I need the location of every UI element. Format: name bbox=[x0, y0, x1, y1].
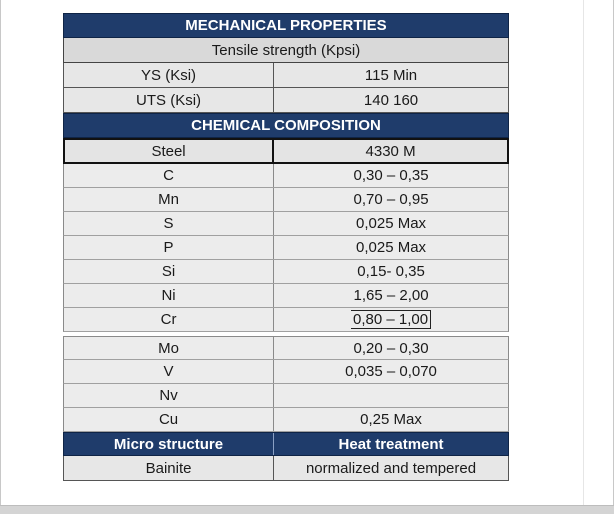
table-row[interactable] bbox=[63, 336, 509, 360]
ys-label: YS (Ksi) bbox=[64, 63, 274, 87]
chemical-composition-title: CHEMICAL COMPOSITION bbox=[191, 117, 381, 134]
mechanical-properties-header[interactable] bbox=[63, 13, 509, 38]
table-row[interactable] bbox=[63, 212, 509, 236]
table-row[interactable] bbox=[63, 63, 509, 88]
table-row[interactable] bbox=[63, 284, 509, 308]
element-label: Si bbox=[64, 260, 274, 283]
table-row[interactable] bbox=[63, 384, 509, 408]
table-row[interactable] bbox=[63, 308, 509, 332]
element-value: 0,25 Max bbox=[360, 411, 422, 428]
properties-table bbox=[63, 13, 509, 481]
element-value-active[interactable] bbox=[274, 308, 508, 331]
heat-treatment-header: Heat treatment bbox=[338, 435, 444, 453]
element-value: 0,20 – 0,30 bbox=[353, 339, 429, 357]
steel-label: Steel bbox=[65, 140, 274, 162]
table-row[interactable] bbox=[63, 164, 509, 188]
microstructure-header: Micro structure bbox=[64, 433, 274, 455]
microstructure-header-row[interactable] bbox=[63, 432, 509, 456]
table-row[interactable] bbox=[63, 188, 509, 212]
element-value: 0,30 – 0,35 bbox=[353, 167, 429, 184]
element-value: 0,025 Max bbox=[356, 239, 427, 256]
microstructure-value: Bainite bbox=[64, 456, 274, 480]
heat-treatment-value: normalized and tempered bbox=[305, 459, 477, 477]
tensile-strength-subheader[interactable] bbox=[63, 38, 509, 63]
element-label: C bbox=[64, 164, 274, 187]
table-row[interactable] bbox=[63, 456, 509, 481]
text-cursor-cell[interactable]: 0,80 – 1,00 bbox=[351, 310, 431, 329]
table-row[interactable] bbox=[63, 236, 509, 260]
tensile-strength-title: Tensile strength (Kpsi) bbox=[211, 41, 361, 59]
steel-value: 4330 M bbox=[365, 142, 416, 160]
element-value: 1,65 – 2,00 bbox=[353, 287, 429, 304]
element-label: V bbox=[64, 360, 274, 383]
steel-row[interactable] bbox=[63, 138, 509, 164]
element-value: 0,15- 0,35 bbox=[357, 263, 425, 280]
element-label: Ni bbox=[64, 284, 274, 307]
chemical-composition-header[interactable] bbox=[63, 113, 509, 138]
element-label: P bbox=[64, 236, 274, 259]
element-value: 0,025 Max bbox=[356, 215, 427, 232]
table-row[interactable] bbox=[63, 260, 509, 284]
table-row[interactable] bbox=[63, 360, 509, 384]
table-row[interactable] bbox=[63, 88, 509, 113]
table-row[interactable] bbox=[63, 408, 509, 432]
uts-value: 140 160 bbox=[363, 91, 419, 109]
element-value: 0,035 – 0,070 bbox=[345, 363, 437, 380]
element-label: Mo bbox=[64, 337, 274, 359]
page-margin-line bbox=[583, 0, 584, 505]
element-value bbox=[274, 384, 508, 407]
uts-label: UTS (Ksi) bbox=[64, 88, 274, 112]
ys-value: 115 Min bbox=[364, 66, 418, 84]
element-label: S bbox=[64, 212, 274, 235]
element-value: 0,70 – 0,95 bbox=[353, 191, 429, 208]
element-label: Mn bbox=[64, 188, 274, 211]
mechanical-properties-title: MECHANICAL PROPERTIES bbox=[185, 17, 387, 34]
element-label: Cr bbox=[64, 308, 274, 331]
element-label: Cu bbox=[64, 408, 274, 431]
element-label: Nv bbox=[64, 384, 274, 407]
